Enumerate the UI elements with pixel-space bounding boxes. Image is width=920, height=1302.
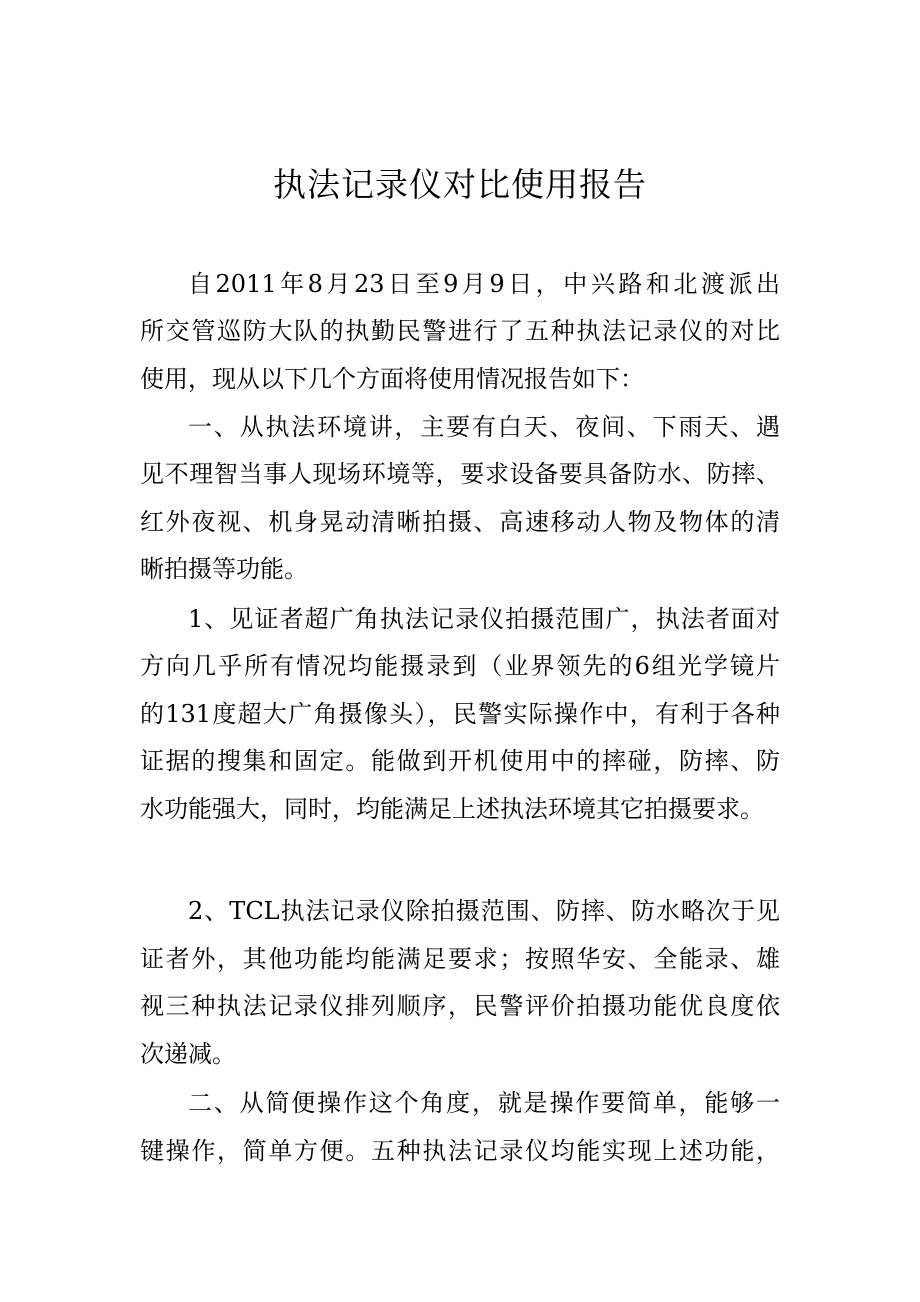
paragraph-4-line: 证者外，其他功能均能满足要求；按照华安、全能录、雄: [140, 945, 780, 973]
paragraph-5-line: 二、从简便操作这个角度，就是操作要简单，能够一: [188, 1089, 780, 1117]
paragraph-4-line: 次递减。: [140, 1040, 236, 1068]
paragraph-3-line: 水功能强大，同时，均能满足上述执法环境其它拍摄要求。: [140, 795, 764, 823]
paragraph-3-line: 的131度超大广角摄像头），民警实际操作中，有利于各种: [140, 700, 780, 728]
paragraph-2-line: 红外夜视、机身晃动清晰拍摄、高速移动人物及物体的清: [140, 508, 780, 536]
paragraph-2-line: 见不理智当事人现场环境等，要求设备要具备防水、防摔、: [140, 460, 780, 488]
paragraph-3-line: 方向几乎所有情况均能摄录到（业界领先的6组光学镜片: [140, 652, 780, 680]
paragraph-1-line: 自2011年8月23日至9月9日，中兴路和北渡派出: [188, 270, 780, 298]
paragraph-1-line: 所交管巡防大队的执勤民警进行了五种执法记录仪的对比: [140, 317, 780, 345]
paragraph-4-line: 视三种执法记录仪排列顺序，民警评价拍摄功能优良度依: [140, 992, 780, 1020]
document-title: 执法记录仪对比使用报告: [273, 165, 647, 204]
paragraph-4-line: 2、TCL执法记录仪除拍摄范围、防摔、防水略次于见: [188, 897, 780, 925]
paragraph-2-line: 一、从执法环境讲，主要有白天、夜间、下雨天、遇: [188, 413, 780, 441]
paragraph-2-line: 晰拍摄等功能。: [140, 555, 308, 583]
paragraph-3-line: 1、见证者超广角执法记录仪拍摄范围广，执法者面对: [188, 605, 780, 633]
paragraph-1-line: 使用，现从以下几个方面将使用情况报告如下：: [140, 365, 644, 393]
paragraph-5-line: 键操作，简单方便。五种执法记录仪均能实现上述功能，: [140, 1137, 780, 1165]
paragraph-3-line: 证据的搜集和固定。能做到开机使用中的摔碰，防摔、防: [140, 747, 780, 775]
